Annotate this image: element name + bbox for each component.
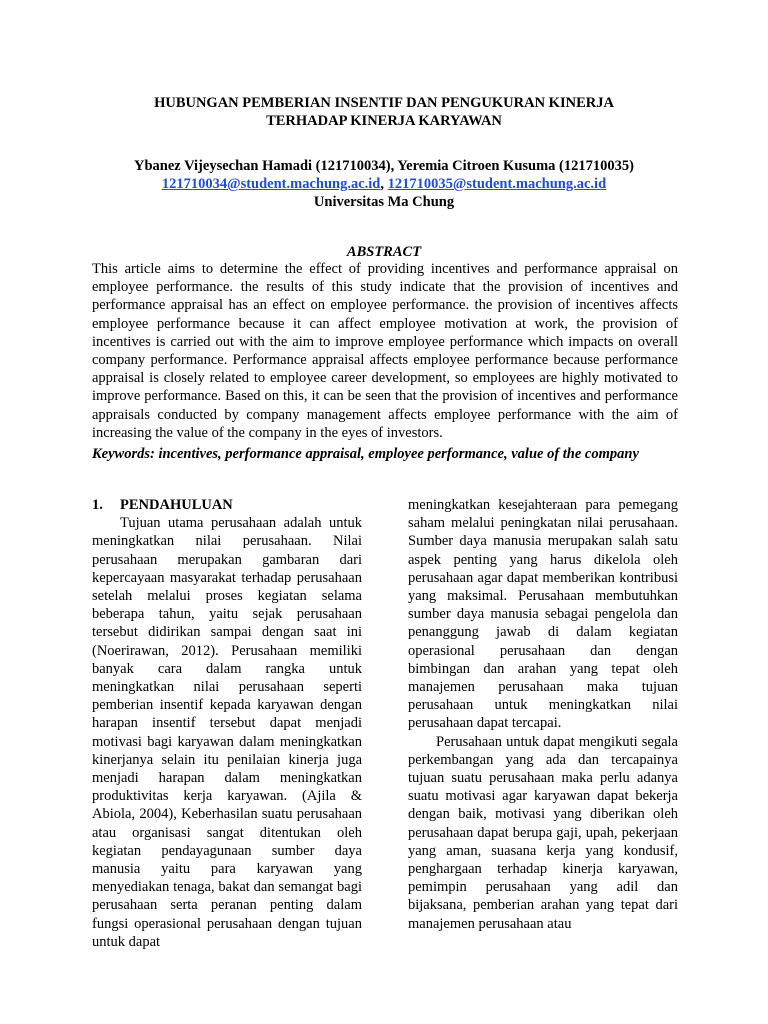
abstract-text: This article aims to determine the effect of providing incentives and performance appraisal on employee performance. the results of this study indicate that the provision of incentives and performance appraisal has an effect on employee performance. the provision of incentives affects employee performance because it can affect employee motivation at work, the provision of incentives is carried out with the aim to improve employee performance which impacts on overall company performance. Performance appraisal affects employee performance because performance appraisal is closely related to employee career development, so employees are highly motivated to improve performance. Based on this, it can be seen that the provision of incentives and performance appraisals conducted by company management affects employee performance with the aim of increasing the value of the company in the eyes of investors. — [92, 261, 678, 441]
paragraph-right-2: Perusahaan untuk dapat mengikuti segala perkembangan yang ada dan tercapainya tujuan suatu perusahaan maka perlu adanya suatu motivasi agar karyawan dapat bekerja dengan baik, motivasi yang diberikan oleh perusahaan dapat berupa gaji, upah, pekerjaan yang aman, suasana kerja yang kondusif, penghargaan terhadap kinerja karyawan, pemimpin perusahaan yang adil dan bijaksana, pemberian arahan yang tepat dari manajemen perusahaan atau — [408, 733, 678, 932]
section-heading — [92, 496, 362, 514]
email-link-2[interactable]: 121710035@student.machung.ac.id — [387, 176, 607, 192]
email-separator: , — [380, 176, 388, 192]
title-line-1: HUBUNGAN PEMBERIAN INSENTIF DAN PENGUKURAN KINERJA — [154, 95, 614, 111]
author-names: Ybanez Vijeysechan Hamadi (121710034), Yeremia Citroen Kusuma (121710035) — [134, 158, 634, 174]
author-affiliation: Universitas Ma Chung — [313, 194, 455, 210]
paragraph-left: Tujuan utama perusahaan adalah untuk meningkatkan nilai perusahaan. Nilai perusahaan merupakan gambaran dari kepercayaan masyarakat terhadap perusahaan setelah melalui proses kegiatan selama beberapa tahun, yaitu sejak perusahaan tersebut didirikan sampai dengan saat ini (Noerirawan, 2012). Perusahaan memiliki banyak cara dalam rangka untuk meningkatkan nilai perusahaan seperti pemberian insentif kepada karyawan dengan harapan insentif tersebut dapat menjadi motivasi bagi karyawan dalam meningkatkan kinerjanya selain itu penilaian kinerja juga menjadi harapan dalam meningkatkan produktivitas kerja karyawan. (Ajila & Abiola, 2004), Keberhasilan suatu perusahaan atau organisasi sangat ditentukan oleh kegiatan pendayagunaan sumber daya manusia yaitu para karyawan yang menyediakan tenaga, bakat dan semangat bagi perusahaan serta peranan penting dalam fungsi operasional perusahaan dengan tujuan untuk dapat — [92, 515, 362, 950]
left-column — [92, 496, 362, 951]
right-column — [408, 496, 678, 933]
author-block — [0, 157, 768, 211]
keywords: Keywords: incentives, performance appraisal, employee performance, value of the company — [92, 446, 639, 462]
paper-title — [0, 94, 768, 130]
paragraph-right-1: meningkatkan kesejahteraan para pemegang saham melalui peningkatan nilai perusahaan. Sumber daya manusia merupakan salah satu aspek penting yang harus dikelola oleh perusahaan agar dapat memberikan kontribusi yang maksimal. Perusahaan membutuhkan sumber daya manusia sebagai pengelola dan penanggung jawab di dalam kegiatan operasional perusahaan dan dengan bimbingan dan arahan yang tepat oleh manajemen perusahaan maka tujuan perusahaan untuk meningkatkan nilai perusahaan dapat tercapai. — [408, 497, 678, 732]
author-emails — [0, 175, 768, 193]
section-number: 1. — [92, 497, 103, 513]
section-title: PENDAHULUAN — [120, 497, 233, 513]
abstract-heading: ABSTRACT — [346, 244, 422, 260]
email-link-1[interactable]: 121710034@student.machung.ac.id — [161, 176, 381, 192]
title-line-2: TERHADAP KINERJA KARYAWAN — [266, 113, 502, 129]
